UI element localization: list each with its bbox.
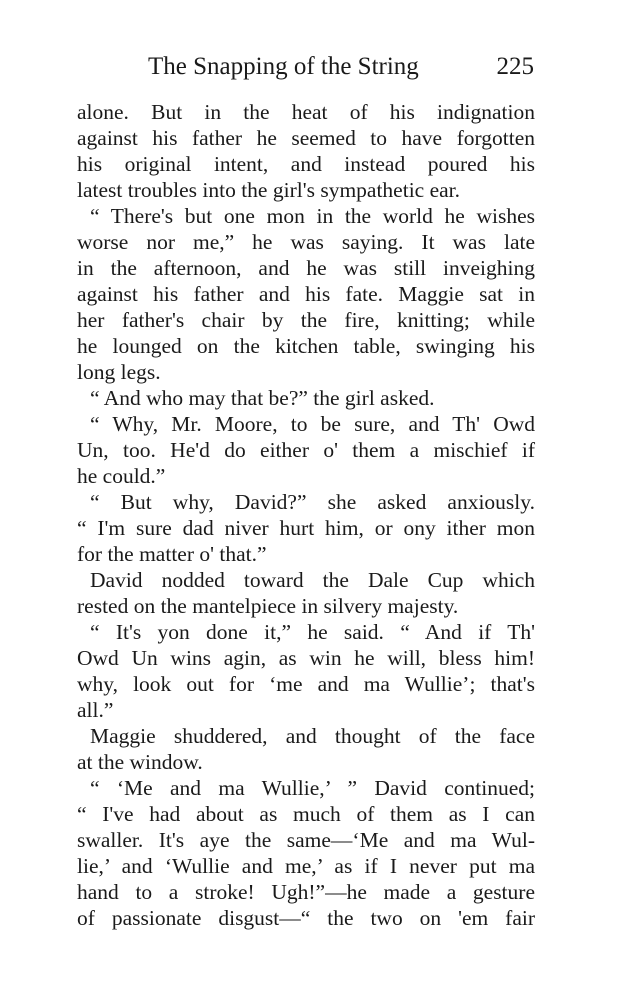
text-line: long legs. xyxy=(77,360,161,384)
text-line: all.” xyxy=(77,698,114,722)
text-line: against his father he seemed to have forgotten xyxy=(77,126,535,150)
text-line: rested on the mantelpiece in silvery majesty. xyxy=(77,594,459,618)
text-line: Maggie shuddered, and thought of the face xyxy=(90,724,535,748)
text-line: “ I've had about as much of them as I can xyxy=(77,802,535,826)
text-line: at the window. xyxy=(77,750,203,774)
text-line: in the afternoon, and he was still inveighing xyxy=(77,256,535,280)
text-line: “ Why, Mr. Moore, to be sure, and Th' Owd xyxy=(90,412,535,436)
text-line: Un, too. He'd do either o' them a mischief if xyxy=(77,438,535,462)
text-line: Owd Un wins agin, as win he will, bless him! xyxy=(77,646,535,670)
text-line: “ And who may that be?” the girl asked. xyxy=(90,386,435,410)
text-line: of passionate disgust—“ the two on 'em fair xyxy=(77,906,535,930)
text-line: he lounged on the kitchen table, swinging his xyxy=(77,334,535,358)
text-line: latest troubles into the girl's sympathetic ear. xyxy=(77,178,461,202)
text-line: why, look out for ‘me and ma Wullie’; that's xyxy=(77,672,535,696)
text-line: worse nor me,” he was saying. It was late xyxy=(77,230,535,254)
text-line: “ It's yon done it,” he said. “ And if Th' xyxy=(90,620,535,644)
text-line: “ But why, David?” she asked anxiously. xyxy=(90,490,535,514)
text-line: alone. But in the heat of his indignation xyxy=(77,100,535,124)
text-line: “ ‘Me and ma Wullie,’ ” David continued; xyxy=(90,776,535,800)
running-head xyxy=(148,51,538,83)
text-line: he could.” xyxy=(77,464,166,488)
text-line: lie,’ and ‘Wullie and me,’ as if I never put ma xyxy=(77,854,535,878)
text-line: for the matter o' that.” xyxy=(77,542,267,566)
text-line: “ I'm sure dad niver hurt him, or ony ither mon xyxy=(77,516,535,540)
text-line: David nodded toward the Dale Cup which xyxy=(90,568,535,592)
text-line: against his father and his fate. Maggie sat in xyxy=(77,282,535,306)
text-line: “ There's but one mon in the world he wishes xyxy=(90,204,535,228)
page-number: 225 xyxy=(496,53,534,80)
text-line: swaller. It's aye the same—‘Me and ma Wul- xyxy=(77,828,535,852)
body-text xyxy=(77,99,535,931)
text-line: hand to a stroke! Ugh!”—he made a gesture xyxy=(77,880,535,904)
running-title: The Snapping of the String xyxy=(148,53,419,80)
text-line: his original intent, and instead poured his xyxy=(77,152,535,176)
text-line: her father's chair by the fire, knitting; while xyxy=(77,308,535,332)
